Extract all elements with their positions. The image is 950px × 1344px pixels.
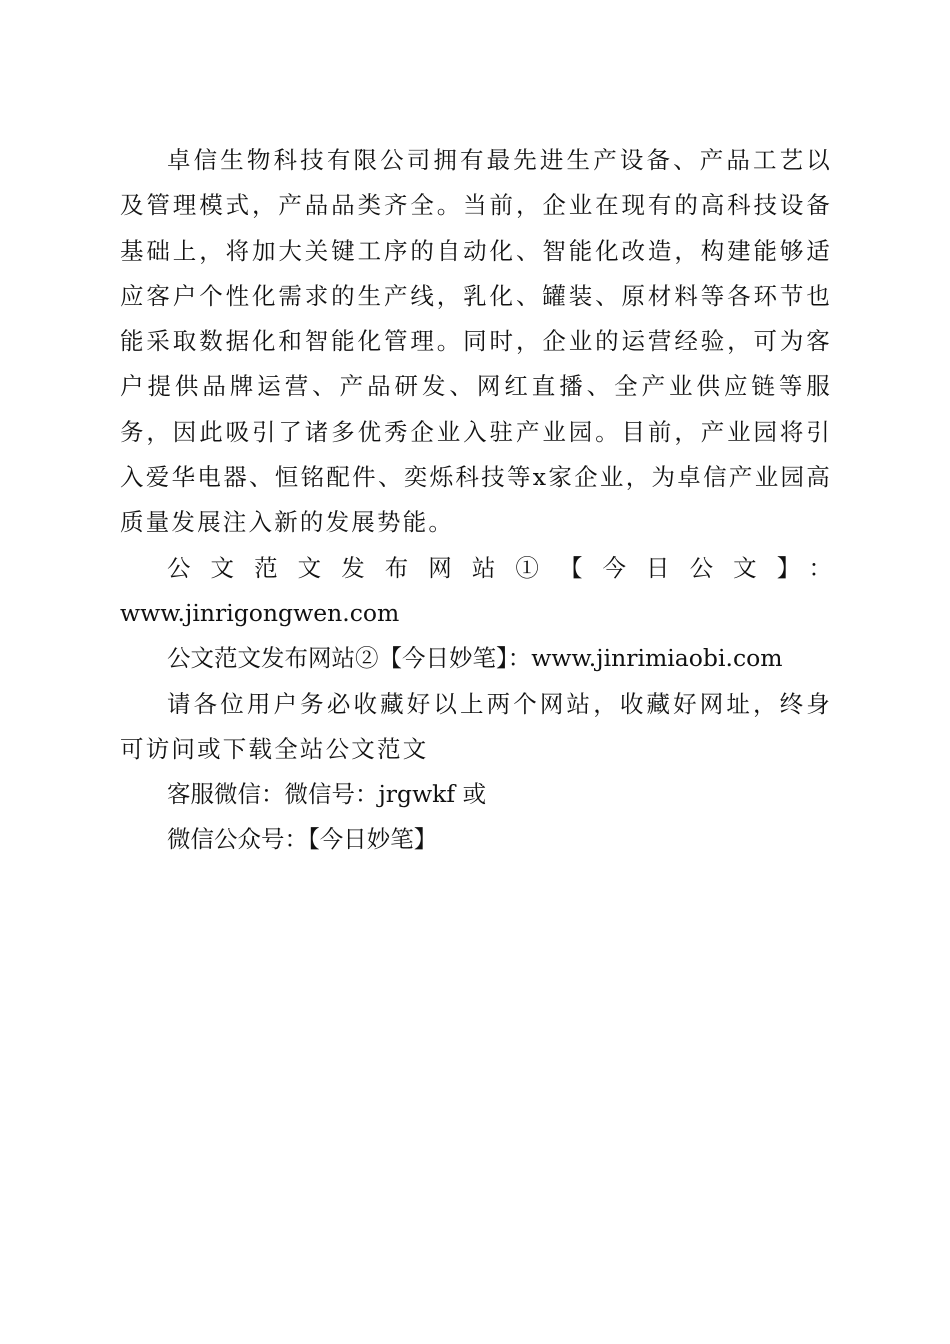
public-account: 微信公众号：【今日妙笔】 bbox=[167, 825, 438, 854]
site2-line: 公文范文发布网站②【今日妙笔】：www.jinrimiaobi.com bbox=[167, 644, 783, 673]
body-paragraph: 卓信生物科技有限公司拥有最先进生产设备、产品工艺以及管理模式，产品品类齐全。当前，企业在现有的高科技设备基础上，将加大关键工序的自动化、智能化改造，构建能够适应客户个性化需求的生产线，乳化、罐装、原材料等各环节也能采取数据化和智能化管理。同时，企业的运营经验，可为客户提供品牌运营、产品研发、网红直播、全产业供应链等服务，因此吸引了诸多优秀企业入驻产业园。目前，产业园将引入爱华电器、恒铭配件、奕烁科技等x家企业，为卓信产业园高质量发展注入新的发展势能。 bbox=[120, 146, 832, 537]
site1-url: www.jinrigongwen.com bbox=[120, 598, 400, 627]
bookmark-notice: 请各位用户务必收藏好以上两个网站，收藏好网址，终身可访问或下载全站公文范文 bbox=[120, 689, 832, 763]
document-body bbox=[120, 138, 832, 863]
site1-label: 公文范文发布网站①【今日公文】： bbox=[167, 553, 832, 582]
service-wechat: 客服微信：微信号：jrgwkf 或 bbox=[167, 780, 487, 809]
